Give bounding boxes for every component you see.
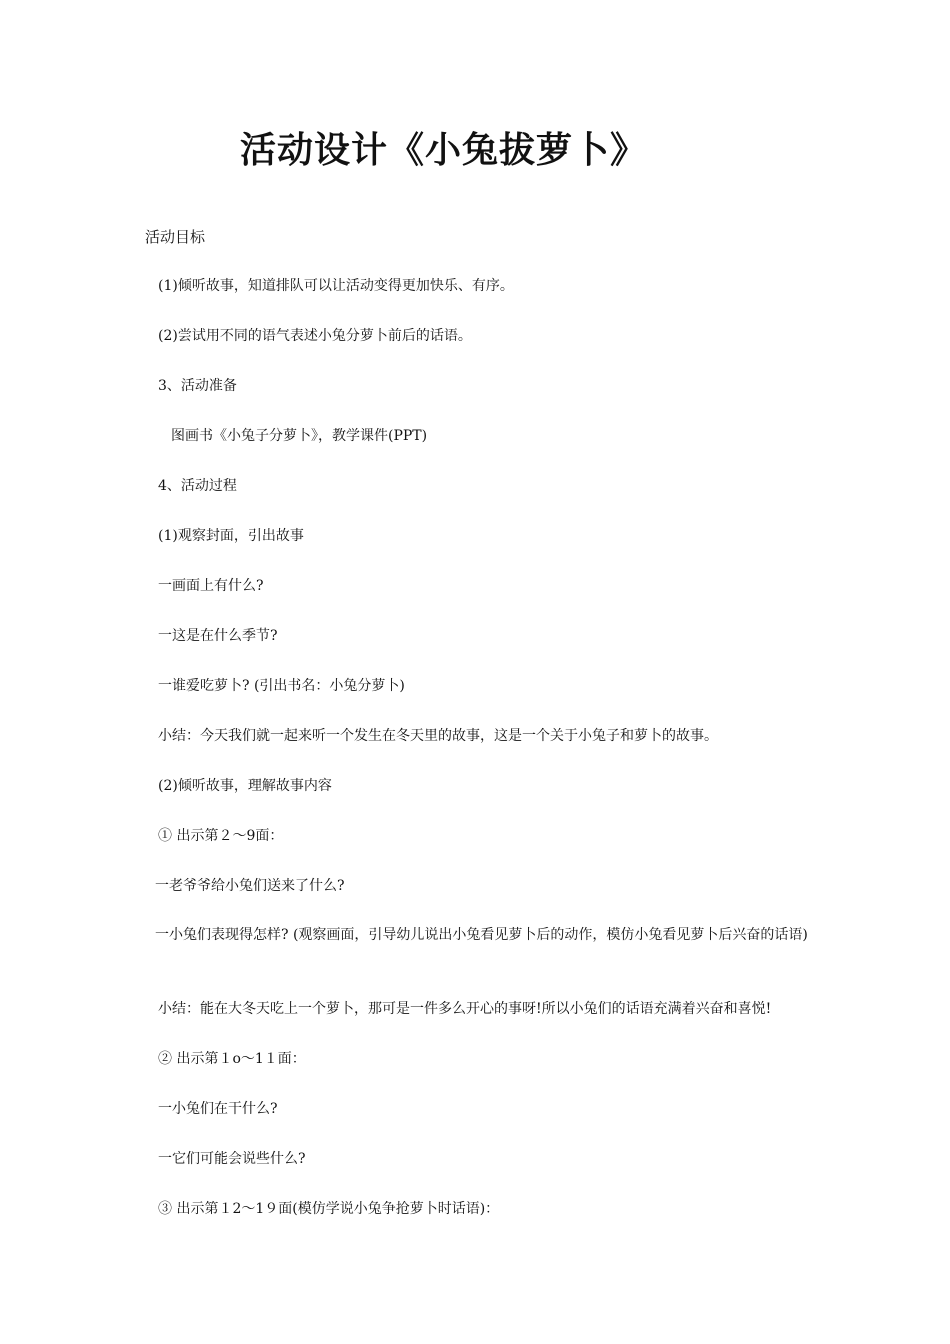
question-item: 一画面上有什么? (158, 578, 264, 594)
question-item: 一小兔们表现得怎样? (观察画面，引导幼儿说出小兔看见萝卜后的动作，模仿小兔看见萝卜后兴奋的话语) (155, 927, 808, 943)
question-item: 一这是在什么季节? (158, 628, 278, 644)
summary-paragraph: 小结：能在大冬天吃上一个萝卜，那可是一件多么开心的事呀!所以小兔们的话语充满着兴奋和喜悦! (158, 1001, 772, 1017)
paragraph: (1)观察封面，引出故事 (158, 528, 304, 544)
paragraph: (1)倾听故事，知道排队可以让活动变得更加快乐、有序。 (158, 278, 514, 294)
step-item: ② 出示第１o～1１面： (158, 1051, 306, 1067)
question-item: 一老爷爷给小兔们送来了什么? (155, 878, 345, 894)
step-item: ① 出示第２～9面： (158, 828, 284, 844)
paragraph: (2)倾听故事，理解故事内容 (158, 778, 332, 794)
section-heading-preparation: 3、活动准备 (158, 378, 237, 394)
step-item: ③ 出示第１2～1９面(模仿学说小兔争抢萝卜时话语)： (158, 1201, 500, 1217)
question-item: 一谁爱吃萝卜? (引出书名：小兔分萝卜) (158, 678, 405, 694)
paragraph: 图画书《小兔子分萝卜》，教学课件(PPT) (171, 428, 428, 444)
summary-paragraph: 小结：今天我们就一起来听一个发生在冬天里的故事，这是一个关于小兔子和萝卜的故事。 (158, 728, 718, 744)
section-heading-goals: 活动目标 (145, 228, 206, 246)
document-title: 活动设计《小兔拔萝卜》 (240, 129, 648, 171)
section-heading-process: 4、活动过程 (158, 478, 237, 494)
paragraph: (2)尝试用不同的语气表述小兔分萝卜前后的话语。 (158, 328, 472, 344)
question-item: 一小兔们在干什么? (158, 1101, 278, 1117)
question-item: 一它们可能会说些什么? (158, 1151, 306, 1167)
